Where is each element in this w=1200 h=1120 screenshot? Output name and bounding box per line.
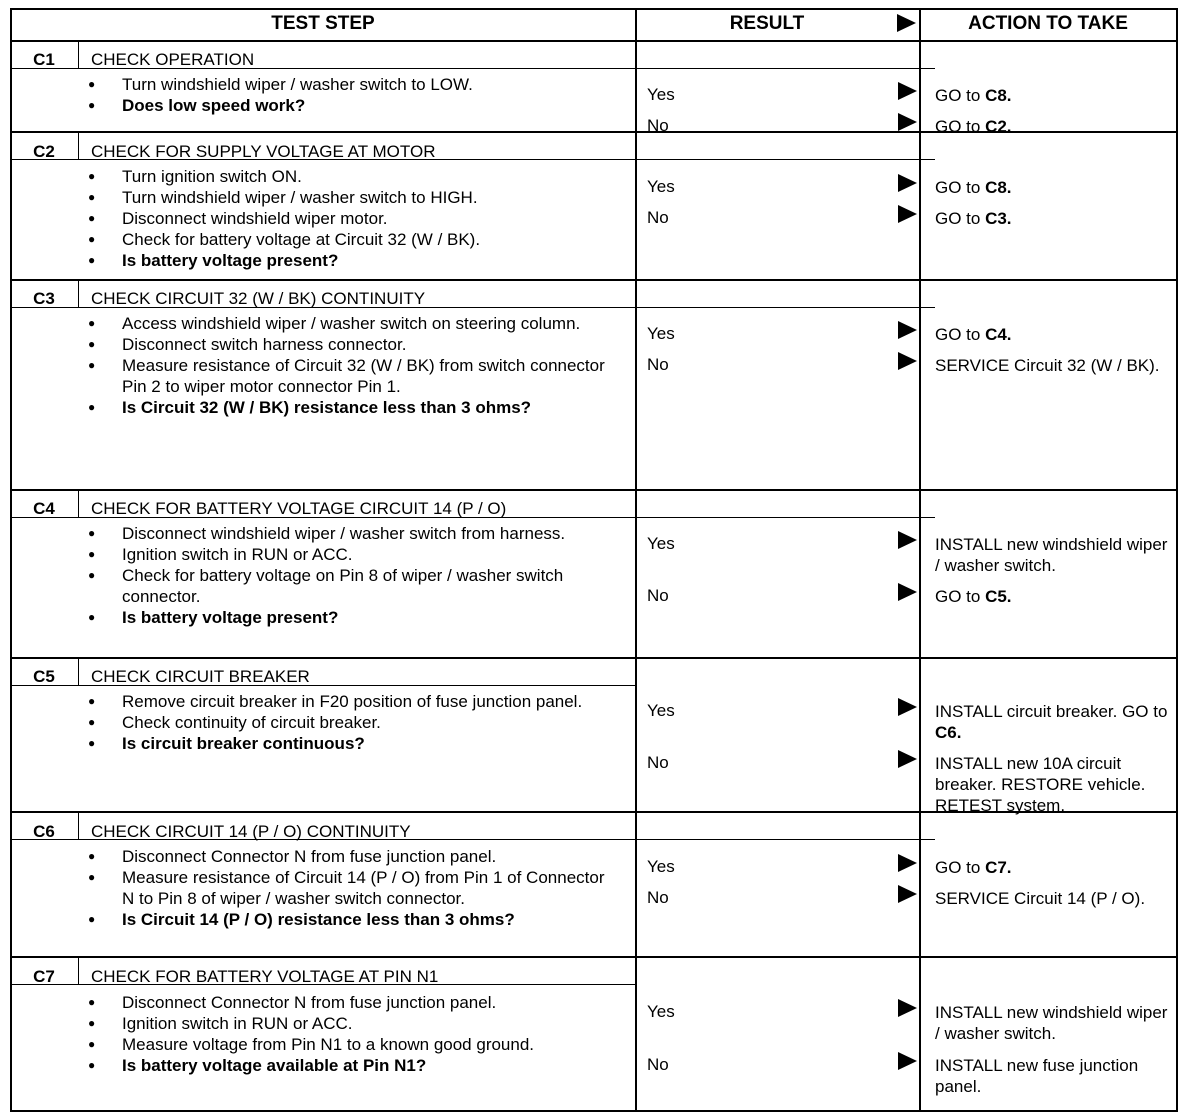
action-fragment: GO to xyxy=(935,209,986,228)
result-no: No xyxy=(647,208,669,227)
step-instruction: ● Disconnect Connector N from fuse junction panel. xyxy=(88,846,618,867)
action-fragment: GO to xyxy=(935,858,986,877)
step-id: C1 xyxy=(33,50,55,69)
step-instruction: ● Check for battery voltage at Circuit 32 (W / BK). xyxy=(88,229,618,250)
action-text xyxy=(935,1002,1175,1044)
result-yes: Yes xyxy=(647,85,675,104)
arrow-right-icon xyxy=(898,999,917,1017)
step-checklist xyxy=(88,313,618,418)
action-step-ref: C8. xyxy=(985,178,1012,197)
action-text xyxy=(935,355,1175,376)
step-checklist xyxy=(88,846,618,930)
step-row-divider xyxy=(10,956,1178,958)
step-id-divider xyxy=(78,279,79,307)
result-yes: Yes xyxy=(647,324,675,343)
step-checklist xyxy=(88,74,618,116)
header-result: RESULT xyxy=(729,13,805,34)
step-row-divider xyxy=(10,279,1178,281)
action-step-ref: C4. xyxy=(985,325,1012,344)
action-fragment: GO to xyxy=(935,86,986,105)
action-text xyxy=(935,586,1175,607)
step-id-divider xyxy=(78,489,79,517)
result-yes: Yes xyxy=(647,857,675,876)
step-id-divider xyxy=(78,956,79,984)
result-yes: Yes xyxy=(647,1002,675,1021)
result-yes: Yes xyxy=(647,534,675,553)
header-divider xyxy=(10,40,1178,42)
action-column-divider xyxy=(919,8,921,1112)
arrow-right-icon xyxy=(898,885,917,903)
step-title: CHECK CIRCUIT 32 (W / BK) CONTINUITY xyxy=(91,289,426,308)
action-text xyxy=(935,857,1175,878)
step-checklist xyxy=(88,166,618,271)
step-instruction: ● Measure resistance of Circuit 14 (P / O) from Pin 1 of Connector N to Pin 8 of wiper / washer switch connector. xyxy=(88,867,618,909)
step-instruction: ● Access windshield wiper / washer switch on steering column. xyxy=(88,313,618,334)
step-id: C7 xyxy=(33,967,55,986)
arrow-right-icon xyxy=(898,82,917,100)
step-id: C4 xyxy=(33,499,55,518)
step-id-divider xyxy=(78,131,79,159)
result-no: No xyxy=(647,355,669,374)
arrow-right-icon xyxy=(898,113,917,131)
step-instruction: ● Check continuity of circuit breaker. xyxy=(88,712,618,733)
step-checklist xyxy=(88,992,618,1076)
action-text xyxy=(935,534,1175,576)
action-text xyxy=(935,753,1175,816)
table-bottom-border xyxy=(10,1110,1178,1112)
step-question: ● Is battery voltage present? xyxy=(88,607,618,628)
result-no: No xyxy=(647,1055,669,1074)
step-question: ● Is Circuit 14 (P / O) resistance less than 3 ohms? xyxy=(88,909,618,930)
step-instruction: ● Turn windshield wiper / washer switch to HIGH. xyxy=(88,187,618,208)
action-text xyxy=(935,888,1175,909)
result-no: No xyxy=(647,753,669,772)
step-title: CHECK FOR BATTERY VOLTAGE AT PIN N1 xyxy=(91,967,439,986)
step-instruction: ● Check for battery voltage on Pin 8 of wiper / washer switch connector. xyxy=(88,565,618,607)
header-arrow-icon xyxy=(897,14,916,32)
step-instruction: ● Disconnect windshield wiper / washer switch from harness. xyxy=(88,523,618,544)
step-instruction: ● Ignition switch in RUN or ACC. xyxy=(88,1013,618,1034)
step-instruction: ● Measure resistance of Circuit 32 (W / BK) from switch connector Pin 2 to wiper motor connector Pin 1. xyxy=(88,355,618,397)
step-question: ● Is circuit breaker continuous? xyxy=(88,733,618,754)
step-question: ● Is battery voltage available at Pin N1? xyxy=(88,1055,618,1076)
action-step-ref: C5. xyxy=(985,587,1012,606)
step-instruction: ● Measure voltage from Pin N1 to a known good ground. xyxy=(88,1034,618,1055)
action-fragment: INSTALL new windshield wiper / washer switch. xyxy=(935,535,1168,575)
action-fragment: SERVICE Circuit 14 (P / O). xyxy=(935,889,1146,908)
header-test-step: TEST STEP xyxy=(271,13,375,34)
table-left-border xyxy=(10,8,12,1112)
action-fragment: GO to xyxy=(935,117,986,136)
step-id: C2 xyxy=(33,142,55,161)
step-instruction: ● Disconnect windshield wiper motor. xyxy=(88,208,618,229)
step-id: C5 xyxy=(33,667,55,686)
table-right-border xyxy=(1176,8,1178,1112)
action-step-ref: C3. xyxy=(985,209,1012,228)
arrow-right-icon xyxy=(898,583,917,601)
arrow-right-icon xyxy=(898,750,917,768)
result-no: No xyxy=(647,888,669,907)
step-title: CHECK CIRCUIT 14 (P / O) CONTINUITY xyxy=(91,822,411,841)
action-fragment: INSTALL new 10A circuit breaker. RESTORE vehicle. RETEST system. xyxy=(935,754,1146,815)
step-question: ● Is battery voltage present? xyxy=(88,250,618,271)
step-instruction: ● Disconnect switch harness connector. xyxy=(88,334,618,355)
step-instruction: ● Turn windshield wiper / washer switch to LOW. xyxy=(88,74,618,95)
arrow-right-icon xyxy=(898,698,917,716)
step-row-divider xyxy=(10,811,1178,813)
step-checklist xyxy=(88,523,618,628)
result-column-divider xyxy=(635,8,637,1112)
step-id-divider xyxy=(78,40,79,68)
step-instruction: ● Ignition switch in RUN or ACC. xyxy=(88,544,618,565)
action-step-ref: C6. xyxy=(935,723,962,742)
step-question: ● Does low speed work? xyxy=(88,95,618,116)
action-fragment: GO to xyxy=(935,325,986,344)
action-step-ref: C8. xyxy=(985,86,1012,105)
step-checklist xyxy=(88,691,618,754)
step-title: CHECK CIRCUIT BREAKER xyxy=(91,667,310,686)
arrow-right-icon xyxy=(898,531,917,549)
arrow-right-icon xyxy=(898,352,917,370)
action-text xyxy=(935,324,1175,345)
arrow-right-icon xyxy=(898,174,917,192)
step-title: CHECK FOR BATTERY VOLTAGE CIRCUIT 14 (P / O) xyxy=(91,499,507,518)
arrow-right-icon xyxy=(898,321,917,339)
action-fragment: INSTALL new windshield wiper / washer switch. xyxy=(935,1003,1168,1043)
action-step-ref: C7. xyxy=(985,858,1012,877)
action-fragment: INSTALL circuit breaker. GO to xyxy=(935,702,1168,721)
action-text xyxy=(935,85,1175,106)
step-id-divider xyxy=(78,811,79,839)
action-fragment: SERVICE Circuit 32 (W / BK). xyxy=(935,356,1160,375)
step-id-divider xyxy=(78,657,79,685)
arrow-right-icon xyxy=(898,1052,917,1070)
result-yes: Yes xyxy=(647,701,675,720)
step-instruction: ● Turn ignition switch ON. xyxy=(88,166,618,187)
result-no: No xyxy=(647,586,669,605)
arrow-right-icon xyxy=(898,854,917,872)
step-instruction: ● Disconnect Connector N from fuse junction panel. xyxy=(88,992,618,1013)
action-fragment: GO to xyxy=(935,587,986,606)
action-text xyxy=(935,1055,1175,1097)
action-fragment: INSTALL new fuse junction panel. xyxy=(935,1056,1139,1096)
header-action: ACTION TO TAKE xyxy=(968,13,1128,34)
step-row-divider xyxy=(10,489,1178,491)
step-id: C6 xyxy=(33,822,55,841)
action-fragment: GO to xyxy=(935,178,986,197)
step-row-divider xyxy=(10,657,1178,659)
action-step-ref: C2. xyxy=(985,117,1012,136)
step-row-divider xyxy=(10,131,1178,133)
step-id: C3 xyxy=(33,289,55,308)
action-text xyxy=(935,116,1175,137)
step-question: ● Is Circuit 32 (W / BK) resistance less than 3 ohms? xyxy=(88,397,618,418)
arrow-right-icon xyxy=(898,205,917,223)
result-no: No xyxy=(647,116,669,135)
action-text xyxy=(935,177,1175,198)
result-yes: Yes xyxy=(647,177,675,196)
action-text xyxy=(935,208,1175,229)
step-title: CHECK FOR SUPPLY VOLTAGE AT MOTOR xyxy=(91,142,436,161)
step-instruction: ● Remove circuit breaker in F20 position of fuse junction panel. xyxy=(88,691,618,712)
step-title: CHECK OPERATION xyxy=(91,50,255,69)
action-text xyxy=(935,701,1175,743)
